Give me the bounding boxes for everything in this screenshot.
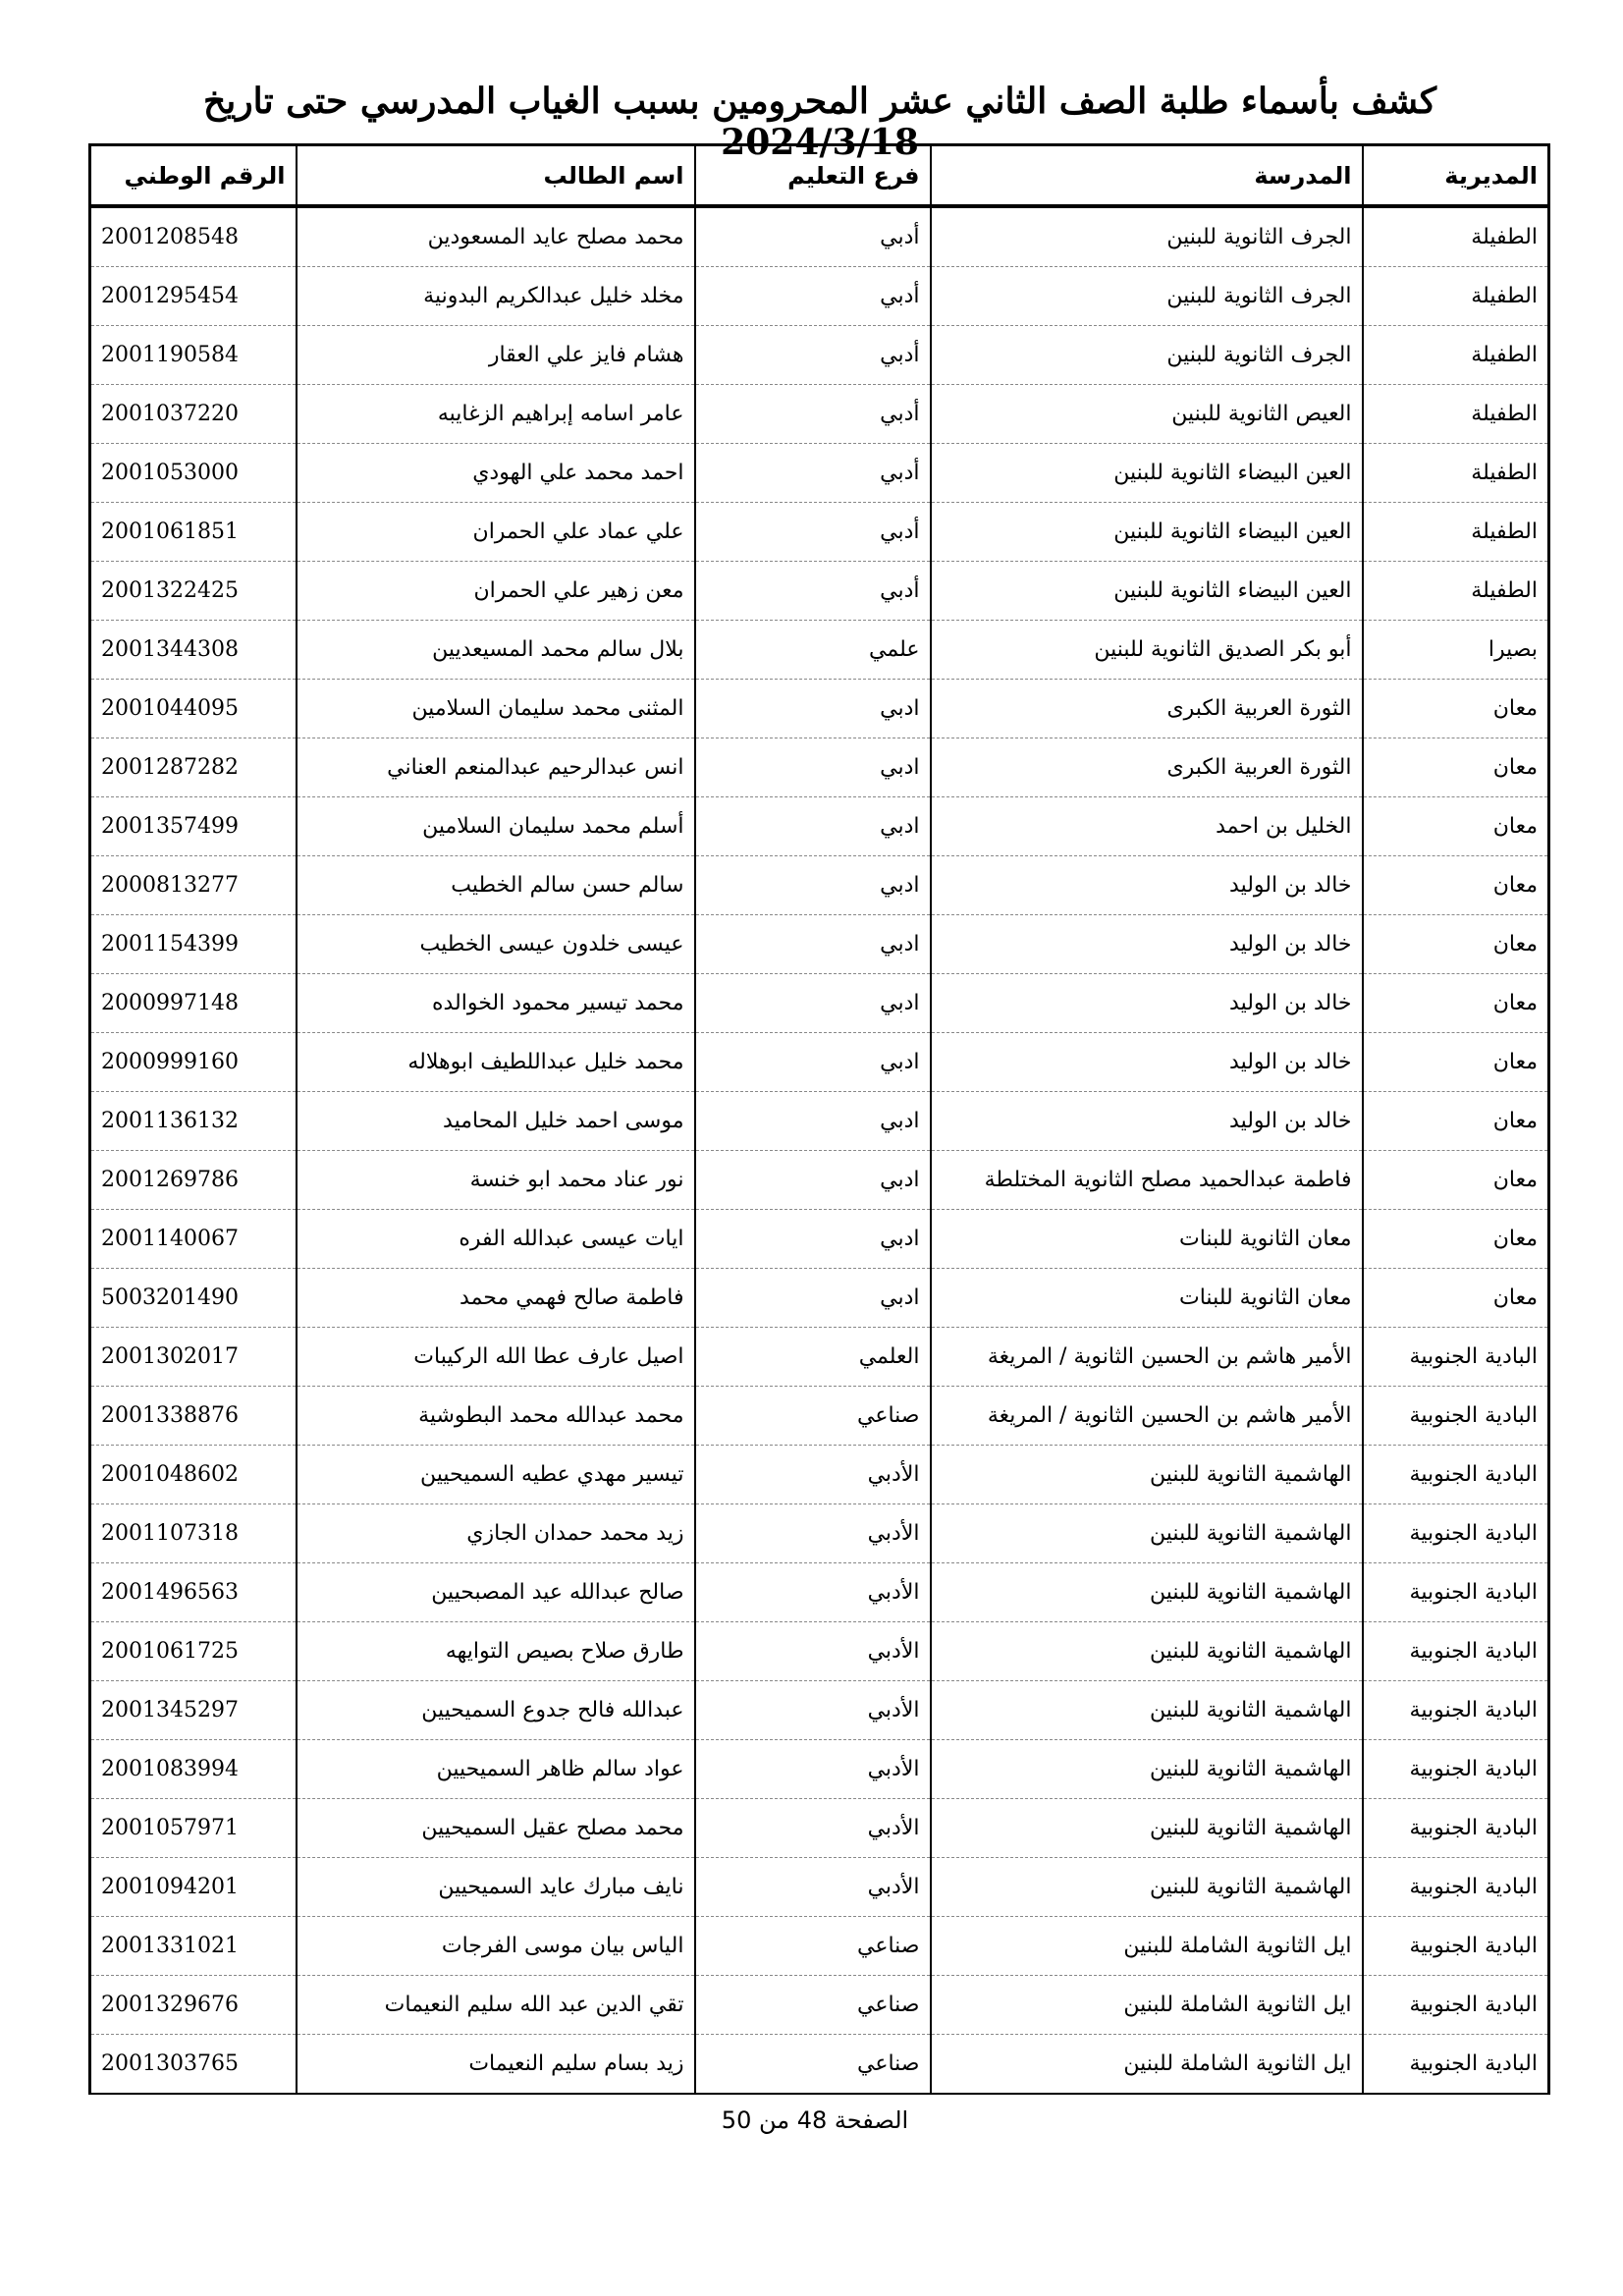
cell-directorate: البادية الجنوبية	[1363, 1740, 1549, 1799]
table-row	[90, 1799, 1549, 1858]
cell-school: خالد بن الوليد	[931, 915, 1363, 974]
cell-directorate: معان	[1363, 915, 1549, 974]
cell-national-id: 2001057971	[90, 1799, 297, 1858]
cell-student-name: مخلد خليل عبدالكريم البدونية	[297, 267, 695, 326]
table-row	[90, 1681, 1549, 1740]
cell-national-id: 2001061851	[90, 503, 297, 562]
cell-directorate: البادية الجنوبية	[1363, 1387, 1549, 1446]
table-row	[90, 1446, 1549, 1504]
page-number: الصفحة 48 من 50	[721, 2106, 909, 2134]
cell-directorate: الطفيلة	[1363, 444, 1549, 503]
cell-directorate: البادية الجنوبية	[1363, 2035, 1549, 2095]
cell-branch: الأدبي	[695, 1858, 931, 1917]
cell-branch: الأدبي	[695, 1799, 931, 1858]
cell-branch: الأدبي	[695, 1681, 931, 1740]
cell-school: الأمير هاشم بن الحسين الثانوية / المريغة	[931, 1387, 1363, 1446]
cell-branch: صناعي	[695, 1387, 931, 1446]
cell-national-id: 2000999160	[90, 1033, 297, 1092]
cell-student-name: تيسير مهدي عطيه السميحيين	[297, 1446, 695, 1504]
cell-branch: صناعي	[695, 2035, 931, 2095]
cell-national-id: 2001344308	[90, 621, 297, 680]
cell-branch: صناعي	[695, 1976, 931, 2035]
table-row	[90, 2035, 1549, 2095]
cell-student-name: طارق صلاح بصيص التوايهه	[297, 1622, 695, 1681]
cell-student-name: زيد محمد حمدان الجازي	[297, 1504, 695, 1563]
cell-national-id: 5003201490	[90, 1269, 297, 1328]
cell-national-id: 2001331021	[90, 1917, 297, 1976]
header-student-name: اسم الطالب	[297, 145, 695, 207]
cell-branch: الأدبي	[695, 1740, 931, 1799]
cell-school: الهاشمية الثانوية للبنين	[931, 1622, 1363, 1681]
cell-student-name: هشام فايز علي العقار	[297, 326, 695, 385]
table-row	[90, 1917, 1549, 1976]
cell-student-name: المثنى محمد سليمان السلامين	[297, 680, 695, 738]
cell-directorate: الطفيلة	[1363, 562, 1549, 621]
cell-branch: ادبي	[695, 680, 931, 738]
cell-school: الجرف الثانوية للبنين	[931, 206, 1363, 267]
cell-branch: ادبي	[695, 1151, 931, 1210]
cell-student-name: ايات عيسى عبدالله الفره	[297, 1210, 695, 1269]
cell-student-name: محمد خليل عبداللطيف ابوهلاله	[297, 1033, 695, 1092]
table-row	[90, 326, 1549, 385]
cell-school: فاطمة عبدالحميد مصلح الثانوية المختلطة	[931, 1151, 1363, 1210]
cell-directorate: البادية الجنوبية	[1363, 1858, 1549, 1917]
cell-school: الثورة العربية الكبرى	[931, 680, 1363, 738]
page-title: كشف بأسماء طلبة الصف الثاني عشر المحرومين بسبب الغياب المدرسي حتى تاريخ 2024/3/18	[203, 81, 1436, 163]
cell-student-name: اصيل عارف عطا الله الركيبات	[297, 1328, 695, 1387]
cell-branch: ادبي	[695, 856, 931, 915]
cell-school: خالد بن الوليد	[931, 1033, 1363, 1092]
cell-school: العين البيضاء الثانوية للبنين	[931, 562, 1363, 621]
cell-national-id: 2001345297	[90, 1681, 297, 1740]
cell-directorate: معان	[1363, 797, 1549, 856]
header-national-id: الرقم الوطني	[90, 145, 297, 207]
cell-student-name: معن زهير علي الحمران	[297, 562, 695, 621]
cell-branch: ادبي	[695, 1269, 931, 1328]
cell-student-name: نور عناد محمد ابو خنسة	[297, 1151, 695, 1210]
cell-student-name: تقي الدين عبد الله سليم النعيمات	[297, 1976, 695, 2035]
cell-student-name: سالم حسن سالم الخطيب	[297, 856, 695, 915]
cell-school: الهاشمية الثانوية للبنين	[931, 1504, 1363, 1563]
cell-directorate: البادية الجنوبية	[1363, 1446, 1549, 1504]
cell-national-id: 2001037220	[90, 385, 297, 444]
cell-national-id: 2001140067	[90, 1210, 297, 1269]
cell-national-id: 2000813277	[90, 856, 297, 915]
cell-student-name: محمد تيسير محمود الخوالده	[297, 974, 695, 1033]
cell-branch: ادبي	[695, 1210, 931, 1269]
cell-school: أبو بكر الصديق الثانوية للبنين	[931, 621, 1363, 680]
header-branch: فرع التعليم	[695, 145, 931, 207]
cell-branch: أدبي	[695, 444, 931, 503]
cell-student-name: نايف مبارك عايد السميحيين	[297, 1858, 695, 1917]
table-row	[90, 385, 1549, 444]
cell-national-id: 2001044095	[90, 680, 297, 738]
cell-national-id: 2001061725	[90, 1622, 297, 1681]
table-row	[90, 797, 1549, 856]
cell-branch: الأدبي	[695, 1504, 931, 1563]
table-row	[90, 856, 1549, 915]
cell-national-id: 2001190584	[90, 326, 297, 385]
cell-national-id: 2001303765	[90, 2035, 297, 2095]
cell-branch: ادبي	[695, 1092, 931, 1151]
cell-branch: أدبي	[695, 562, 931, 621]
cell-national-id: 2001357499	[90, 797, 297, 856]
table-body	[90, 206, 1549, 2094]
cell-school: الهاشمية الثانوية للبنين	[931, 1446, 1363, 1504]
cell-directorate: البادية الجنوبية	[1363, 1681, 1549, 1740]
table-row	[90, 1858, 1549, 1917]
table-row	[90, 680, 1549, 738]
cell-student-name: عواد سالم ظاهر السميحيين	[297, 1740, 695, 1799]
cell-directorate: الطفيلة	[1363, 385, 1549, 444]
header-directorate: المديرية	[1363, 145, 1549, 207]
cell-branch: أدبي	[695, 326, 931, 385]
cell-national-id: 2001329676	[90, 1976, 297, 2035]
cell-directorate: الطفيلة	[1363, 267, 1549, 326]
cell-directorate: معان	[1363, 1210, 1549, 1269]
cell-branch: العلمي	[695, 1328, 931, 1387]
cell-school: ايل الثانوية الشاملة للبنين	[931, 2035, 1363, 2095]
table-row	[90, 974, 1549, 1033]
cell-student-name: انس عبدالرحيم عبدالمنعم العناني	[297, 738, 695, 797]
cell-directorate: معان	[1363, 1151, 1549, 1210]
cell-directorate: البادية الجنوبية	[1363, 1917, 1549, 1976]
cell-school: ايل الثانوية الشاملة للبنين	[931, 1976, 1363, 2035]
cell-national-id: 2001083994	[90, 1740, 297, 1799]
cell-directorate: البادية الجنوبية	[1363, 1504, 1549, 1563]
cell-student-name: عامر اسامه إبراهيم الزغايبه	[297, 385, 695, 444]
cell-school: ايل الثانوية الشاملة للبنين	[931, 1917, 1363, 1976]
cell-directorate: معان	[1363, 856, 1549, 915]
cell-student-name: محمد مصلح عايد المسعودين	[297, 206, 695, 267]
cell-school: معان الثانوية للبنات	[931, 1210, 1363, 1269]
cell-school: الخليل بن احمد	[931, 797, 1363, 856]
table-row	[90, 1328, 1549, 1387]
cell-directorate: معان	[1363, 1092, 1549, 1151]
cell-national-id: 2001338876	[90, 1387, 297, 1446]
cell-directorate: معان	[1363, 1269, 1549, 1328]
cell-student-name: عبدالله فالح جدوع السميحيين	[297, 1681, 695, 1740]
cell-directorate: الطفيلة	[1363, 326, 1549, 385]
cell-branch: ادبي	[695, 974, 931, 1033]
cell-branch: ادبي	[695, 738, 931, 797]
table-header-row	[90, 145, 1549, 207]
cell-branch: الأدبي	[695, 1563, 931, 1622]
cell-directorate: البادية الجنوبية	[1363, 1799, 1549, 1858]
cell-national-id: 2001053000	[90, 444, 297, 503]
cell-national-id: 2001094201	[90, 1858, 297, 1917]
cell-student-name: محمد مصلح عقيل السميحيين	[297, 1799, 695, 1858]
cell-student-name: زيد بسام سليم النعيمات	[297, 2035, 695, 2095]
cell-national-id: 2000997148	[90, 974, 297, 1033]
cell-school: الهاشمية الثانوية للبنين	[931, 1858, 1363, 1917]
cell-national-id: 2001136132	[90, 1092, 297, 1151]
table-row	[90, 503, 1549, 562]
cell-national-id: 2001295454	[90, 267, 297, 326]
table-row	[90, 621, 1549, 680]
cell-directorate: معان	[1363, 738, 1549, 797]
cell-student-name: بلال سالم محمد المسيعديين	[297, 621, 695, 680]
header-school: المدرسة	[931, 145, 1363, 207]
cell-branch: ادبي	[695, 1033, 931, 1092]
table-row	[90, 1092, 1549, 1151]
cell-school: الأمير هاشم بن الحسين الثانوية / المريغة	[931, 1328, 1363, 1387]
cell-student-name: احمد محمد علي الهودي	[297, 444, 695, 503]
cell-directorate: الطفيلة	[1363, 206, 1549, 267]
table-row	[90, 915, 1549, 974]
cell-school: الهاشمية الثانوية للبنين	[931, 1799, 1363, 1858]
cell-national-id: 2001208548	[90, 206, 297, 267]
cell-student-name: موسى احمد خليل المحاميد	[297, 1092, 695, 1151]
cell-directorate: البادية الجنوبية	[1363, 1328, 1549, 1387]
cell-student-name: فاطمة صالح فهمي محمد	[297, 1269, 695, 1328]
cell-national-id: 2001269786	[90, 1151, 297, 1210]
table-row	[90, 1151, 1549, 1210]
table-row	[90, 738, 1549, 797]
cell-student-name: علي عماد علي الحمران	[297, 503, 695, 562]
cell-national-id: 2001287282	[90, 738, 297, 797]
cell-school: الهاشمية الثانوية للبنين	[931, 1740, 1363, 1799]
cell-student-name: محمد عبدالله محمد البطوشية	[297, 1387, 695, 1446]
cell-national-id: 2001154399	[90, 915, 297, 974]
table-row	[90, 1033, 1549, 1092]
cell-national-id: 2001496563	[90, 1563, 297, 1622]
cell-school: الهاشمية الثانوية للبنين	[931, 1681, 1363, 1740]
cell-school: العيص الثانوية للبنين	[931, 385, 1363, 444]
cell-national-id: 2001107318	[90, 1504, 297, 1563]
cell-school: الجرف الثانوية للبنين	[931, 326, 1363, 385]
cell-branch: ادبي	[695, 915, 931, 974]
cell-branch: أدبي	[695, 267, 931, 326]
cell-school: خالد بن الوليد	[931, 974, 1363, 1033]
table-row	[90, 1622, 1549, 1681]
table-row	[90, 1210, 1549, 1269]
cell-student-name: أسلم محمد سليمان السلامين	[297, 797, 695, 856]
cell-directorate: الطفيلة	[1363, 503, 1549, 562]
cell-student-name: الياس بيان موسى الفرجات	[297, 1917, 695, 1976]
cell-directorate: معان	[1363, 680, 1549, 738]
table-row	[90, 267, 1549, 326]
table-row	[90, 1504, 1549, 1563]
cell-branch: أدبي	[695, 206, 931, 267]
cell-directorate: البادية الجنوبية	[1363, 1563, 1549, 1622]
cell-student-name: صالح عبدالله عيد المصبحيين	[297, 1563, 695, 1622]
cell-branch: ادبي	[695, 797, 931, 856]
cell-school: العين البيضاء الثانوية للبنين	[931, 503, 1363, 562]
cell-school: خالد بن الوليد	[931, 856, 1363, 915]
cell-branch: الأدبي	[695, 1622, 931, 1681]
table-row	[90, 562, 1549, 621]
cell-national-id: 2001302017	[90, 1328, 297, 1387]
cell-branch: الأدبي	[695, 1446, 931, 1504]
cell-student-name: عيسى خلدون عيسى الخطيب	[297, 915, 695, 974]
cell-directorate: معان	[1363, 1033, 1549, 1092]
cell-school: معان الثانوية للبنات	[931, 1269, 1363, 1328]
cell-school: خالد بن الوليد	[931, 1092, 1363, 1151]
cell-branch: علمي	[695, 621, 931, 680]
table-row	[90, 444, 1549, 503]
cell-national-id: 2001048602	[90, 1446, 297, 1504]
cell-national-id: 2001322425	[90, 562, 297, 621]
cell-school: العين البيضاء الثانوية للبنين	[931, 444, 1363, 503]
cell-school: الجرف الثانوية للبنين	[931, 267, 1363, 326]
students-table	[88, 143, 1550, 2095]
cell-branch: أدبي	[695, 503, 931, 562]
table-row	[90, 206, 1549, 267]
cell-directorate: البادية الجنوبية	[1363, 1622, 1549, 1681]
table-row	[90, 1976, 1549, 2035]
table-row	[90, 1563, 1549, 1622]
cell-directorate: البادية الجنوبية	[1363, 1976, 1549, 2035]
cell-directorate: معان	[1363, 974, 1549, 1033]
cell-school: الثورة العربية الكبرى	[931, 738, 1363, 797]
cell-directorate: بصيرا	[1363, 621, 1549, 680]
cell-school: الهاشمية الثانوية للبنين	[931, 1563, 1363, 1622]
table-row	[90, 1387, 1549, 1446]
table-row	[90, 1269, 1549, 1328]
table-row	[90, 1740, 1549, 1799]
cell-branch: أدبي	[695, 385, 931, 444]
cell-branch: صناعي	[695, 1917, 931, 1976]
